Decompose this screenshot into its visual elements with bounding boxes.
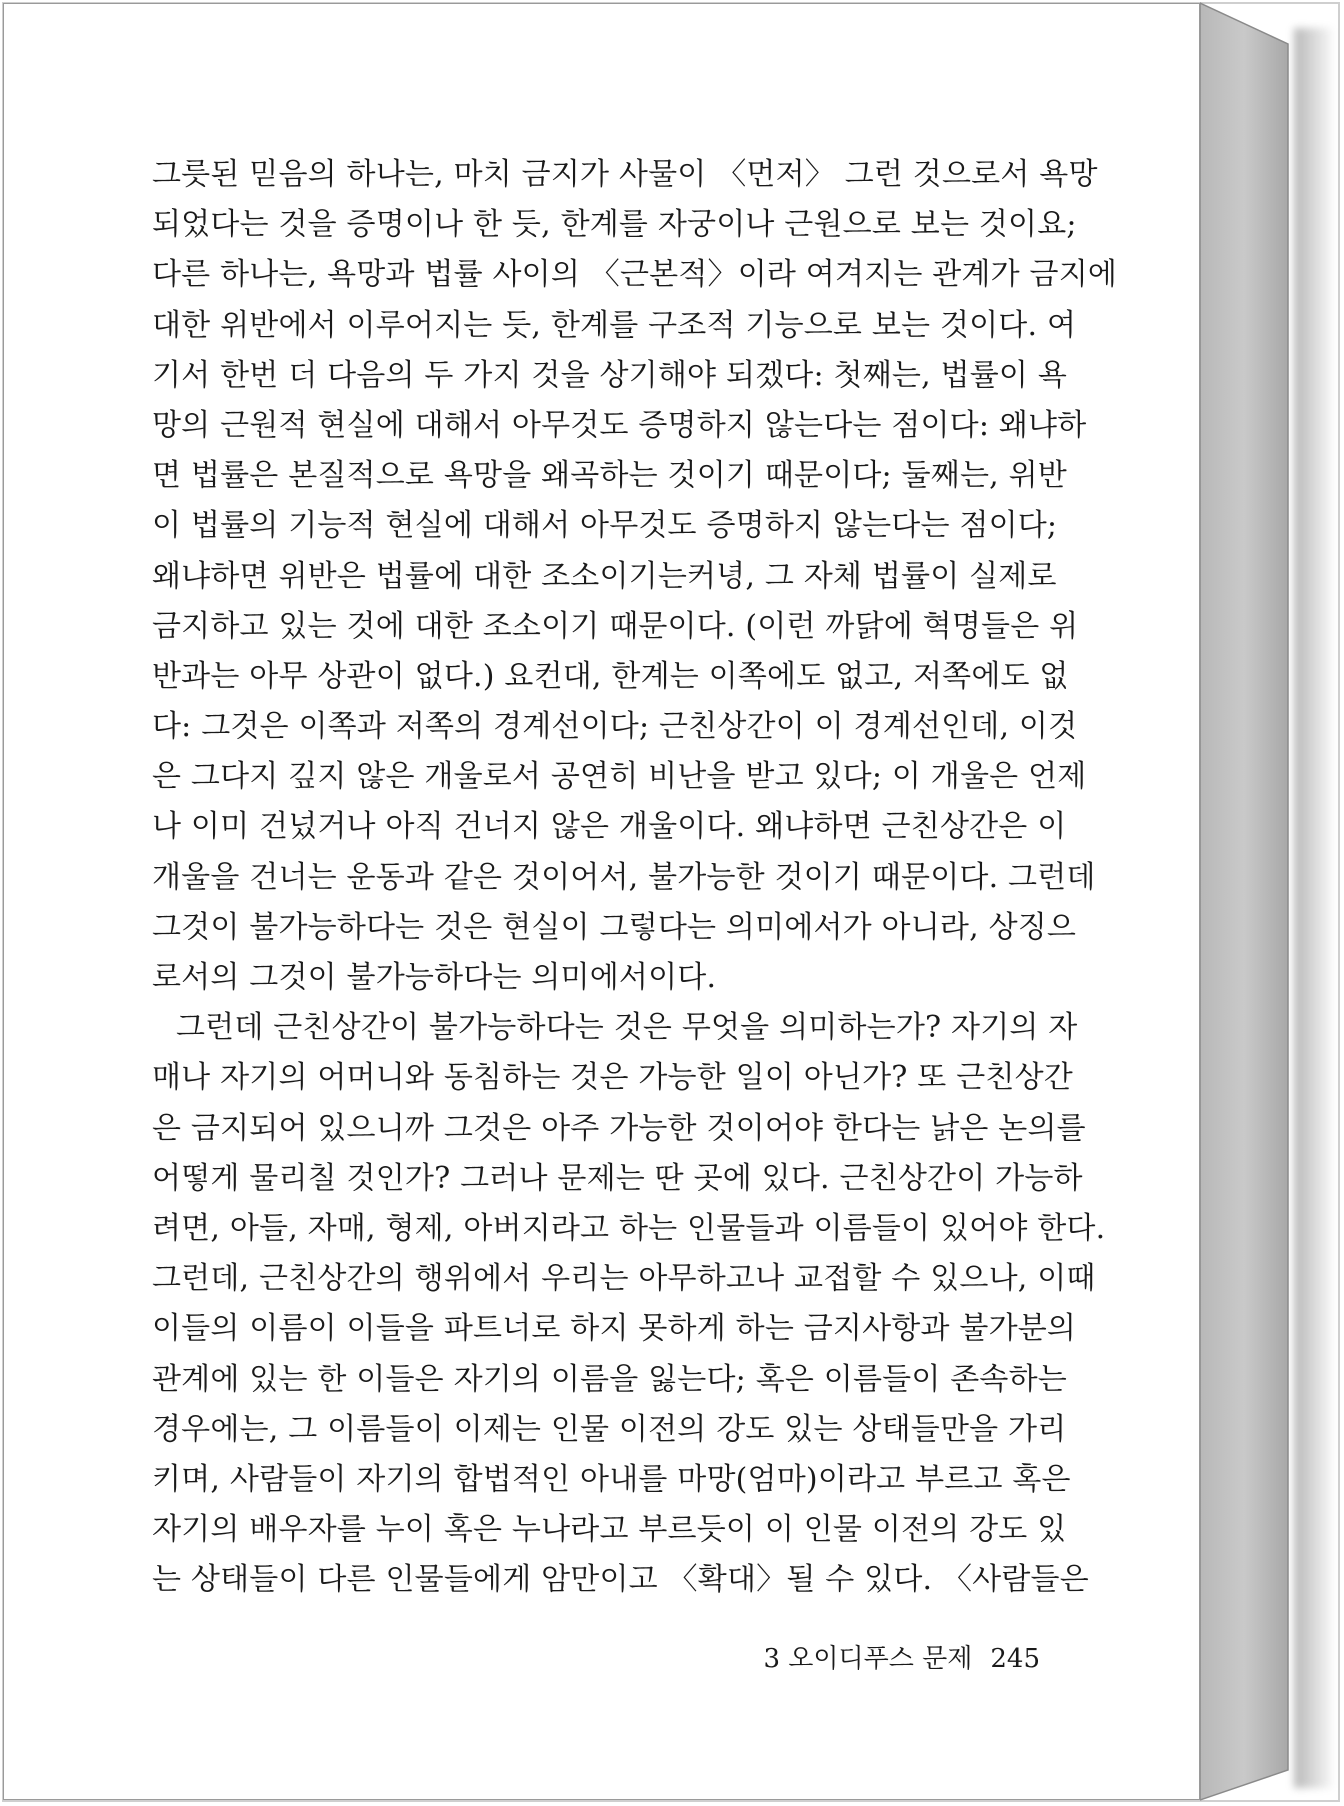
text-line: 로서의 그것이 불가능하다는 의미에서이다. xyxy=(152,960,717,995)
text-line: 매나 자기의 어머니와 동침하는 것은 가능한 일이 아닌가? 또 근친상간 xyxy=(152,1060,1073,1096)
text-line: 그것이 불가능하다는 것은 현실이 그렇다는 의미에서가 아니라, 상징으 xyxy=(152,909,1077,945)
text-line: 되었다는 것을 증명이나 한 듯, 한계를 자궁이나 근원으로 보는 것이요; xyxy=(152,207,1077,243)
text-line: 면 법률은 본질적으로 욕망을 왜곡하는 것이기 때문이다; 둘째는, 위반 xyxy=(152,458,1067,494)
text-line: 그릇된 믿음의 하나는, 마치 금지가 사물이 〈먼저〉 그런 것으로서 욕망 xyxy=(152,157,1098,192)
text-line: 어떻게 물리칠 것인가? 그러나 문제는 딴 곳에 있다. 근친상간이 가능하 xyxy=(152,1160,1083,1196)
text-line: 경우에는, 그 이름들이 이제는 인물 이전의 강도 있는 상태들만을 가리 xyxy=(152,1411,1067,1447)
text-line: 금지하고 있는 것에 대한 조소이기 때문이다. (이런 까닭에 혁명들은 위 xyxy=(152,608,1079,644)
chapter-title: 3 오이디푸스 문제 xyxy=(763,1644,973,1674)
text-line: 다른 하나는, 욕망과 법률 사이의 〈근본적〉이라 여겨지는 관계가 금지에 xyxy=(152,257,1118,293)
text-line: 대한 위반에서 이루어지는 듯, 한계를 구조적 기능으로 보는 것이다. 여 xyxy=(152,307,1077,343)
text-line: 망의 근원적 현실에 대해서 아무것도 증명하지 않는다는 점이다: 왜냐하 xyxy=(152,407,1087,443)
page-shadow xyxy=(1294,28,1332,1788)
text-line: 이들의 이름이 이들을 파트너로 하지 못하게 하는 금지사항과 불가분의 xyxy=(152,1311,1077,1347)
text-line: 왜냐하면 위반은 법률에 대한 조소이기는커녕, 그 자체 법률이 실제로 xyxy=(152,558,1057,594)
text-line: 려면, 아들, 자매, 형제, 아버지라고 하는 인물들과 이름들이 있어야 한다. xyxy=(152,1210,1106,1246)
text-line: 은 금지되어 있으니까 그것은 아주 가능한 것이어야 한다는 낡은 논의를 xyxy=(152,1110,1086,1146)
text-line: 이 법률의 기능적 현실에 대해서 아무것도 증명하지 않는다는 점이다; xyxy=(152,508,1058,544)
text-line: 나 이미 건넜거나 아직 건너지 않은 개울이다. 왜냐하면 근친상간은 이 xyxy=(152,809,1067,845)
text-line: 개울을 건너는 운동과 같은 것이어서, 불가능한 것이기 때문이다. 그런데 xyxy=(152,859,1096,895)
text-line: 다: 그것은 이쪽과 저쪽의 경계선이다; 근친상간이 이 경계선인데, 이것 xyxy=(152,709,1078,745)
book-spine-edge xyxy=(1200,0,1294,1806)
text-line: 은 그다지 깊지 않은 개울로서 공연히 비난을 받고 있다; 이 개울은 언제 xyxy=(152,759,1087,795)
text-line: 그런데, 근친상간의 행위에서 우리는 아무하고나 교접할 수 있으나, 이때 xyxy=(152,1261,1096,1297)
body-text xyxy=(152,150,1118,1605)
running-footer xyxy=(750,1638,1040,1675)
text-line: 관계에 있는 한 이들은 자기의 이름을 잃는다; 혹은 이름들이 존속하는 xyxy=(152,1361,1067,1397)
text-line: 반과는 아무 상관이 없다.) 요컨대, 한계는 이쪽에도 없고, 저쪽에도 없 xyxy=(152,658,1069,694)
page-number: 245 xyxy=(990,1644,1040,1674)
text-line: 그런데 근친상간이 불가능하다는 것은 무엇을 의미하는가? 자기의 자 xyxy=(176,1010,1078,1046)
text-line: 는 상태들이 다른 인물들에게 암만이고 〈확대〉될 수 있다. 〈사람들은 xyxy=(152,1562,1089,1598)
text-line: 기서 한번 더 다음의 두 가지 것을 상기해야 되겠다: 첫째는, 법률이 욕 xyxy=(152,357,1068,393)
text-line: 키며, 사람들이 자기의 합법적인 아내를 마망(엄마)이라고 부르고 혹은 xyxy=(152,1461,1071,1497)
text-line: 자기의 배우자를 누이 혹은 누나라고 부르듯이 이 인물 이전의 강도 있 xyxy=(152,1512,1067,1548)
